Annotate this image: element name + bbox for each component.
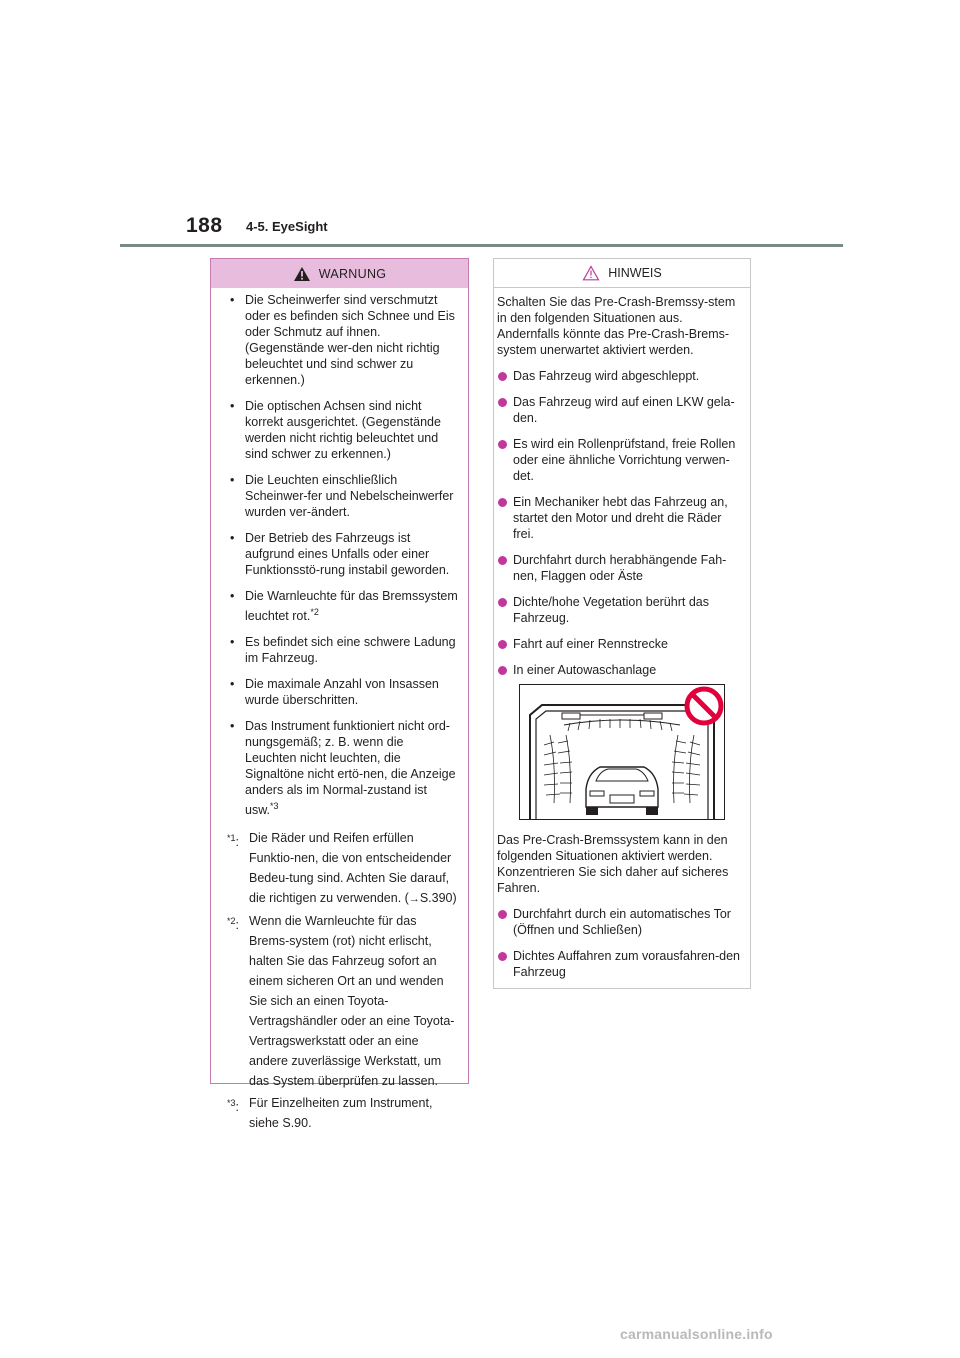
note-item: Fahrt auf einer Rennstrecke (497, 636, 740, 652)
note-box (493, 258, 751, 989)
page-number: 188 (186, 214, 223, 237)
arrow-right-icon: → (408, 893, 420, 906)
warning-header (211, 259, 468, 288)
note-item: Es wird ein Rollenprüfstand, freie Rollen oder eine ähnliche Vorrichtung verwen-det. (497, 436, 740, 484)
warning-item: • Die maximale Anzahl von Insassen wurde überschritten. (230, 677, 439, 708)
note-item: Durchfahrt durch herabhängende Fah-nen, Flaggen oder Äste (497, 552, 740, 584)
warning-item: • Die Leuchten einschließlich Scheinwer-fer und Nebelscheinwerfer wurden ver-ändert. (230, 473, 454, 519)
warning-box (210, 258, 469, 1131)
note-item: Durchfahrt durch ein automatisches Tor (Öffnen und Schließen) (497, 906, 740, 938)
page-reference-link[interactable]: S.390) (419, 891, 457, 906)
warning-item: • Die Scheinwerfer sind verschmutzt oder es befinden sich Schnee und Eis oder Schmutz auf ihnen. (Gegenstände wer-den nicht richtig beleuchtet und sind schwer zu erkennen.) (230, 293, 455, 387)
note-item: Das Fahrzeug wird abgeschleppt. (497, 368, 740, 384)
section-title: 4-5. EyeSight (246, 219, 328, 234)
footnote-ref: *3 (270, 801, 279, 812)
warning-body (211, 288, 468, 1133)
car-wash-illustration (519, 684, 725, 820)
note-item: Ein Mechaniker hebt das Fahrzeug an, startet den Motor und dreht die Räder frei. (497, 494, 740, 542)
header-divider (120, 244, 843, 247)
footnote: $^{*3}$: Für Einzelheiten zum Instrument, siehe S.90. (227, 1096, 433, 1131)
watermark: carmanualsonline.info (620, 1326, 773, 1342)
warning-title: WARNUNG (318, 266, 387, 281)
warning-item: • Die Warnleuchte für das Bremssystem leuchtet rot.$^{*2}$ (230, 589, 458, 624)
warning-item: • Die optischen Achsen sind nicht korrekt ausgerichtet. (Gegenstände werden nicht richtig beleuchtet und sind schwer zu erkennen.) (230, 399, 441, 461)
note-body (494, 288, 750, 980)
footnote-ref: *2 (310, 607, 319, 617)
note-title: HINWEIS (608, 266, 662, 280)
note-item: Das Fahrzeug wird auf einen LKW gela-den. (497, 394, 740, 426)
warning-icon (293, 266, 311, 282)
footnote: $^{*1}$: Die Räder und Reifen erfüllen Funktio-nen, die von entscheidender Bedeu-tung sind. Achten Sie darauf, die richtigen zu verwenden. (→S.390) (227, 831, 457, 906)
note-outro: Das Pre-Crash-Bremssystem kann in den folgenden Situationen aktiviert werden. Konzentrieren Sie sich daher auf sicheres Fahren. (497, 833, 729, 895)
warning-item: • Es befindet sich eine schwere Ladung im Fahrzeug. (230, 635, 456, 666)
note-intro: Schalten Sie das Pre-Crash-Bremssy-stem in den folgenden Situationen aus. Andernfalls könnte das Pre-Crash-Brems-system unerwartet aktiviert werden. (497, 295, 736, 357)
note-header (494, 259, 750, 288)
caution-icon (582, 265, 600, 281)
warning-item: • Der Betrieb des Fahrzeugs ist aufgrund eines Unfalls oder einer Funktionsstö-rung instabil geworden. (230, 531, 450, 577)
note-item: Dichte/hohe Vegetation berührt das Fahrzeug. (497, 594, 740, 626)
note-item: Dichtes Auffahren zum vorausfahren-den Fahrzeug (497, 948, 740, 980)
warning-item: • Das Instrument funktioniert nicht ord-nungsgemäß; z. B. wenn die Leuchten nicht leuchten, die Signaltöne nicht ertö-nen, die Anzeige anders als im Normal-zustand ist usw.$^{*3}$ (230, 719, 456, 818)
footnote: $^{*2}$: Wenn die Warnleuchte für das Brems-system (rot) nicht erlischt, halten Sie das Fahrzeug sofort an einem sicheren Ort an und wenden Sie sich an einen Toyota-Vertragshändler oder an eine Toyota-Vertragswerkstatt oder an eine andere zuverlässige Werkstatt, um das System überprüfen zu lassen. (227, 914, 455, 1089)
note-item: In einer Autowaschanlage (497, 662, 740, 678)
